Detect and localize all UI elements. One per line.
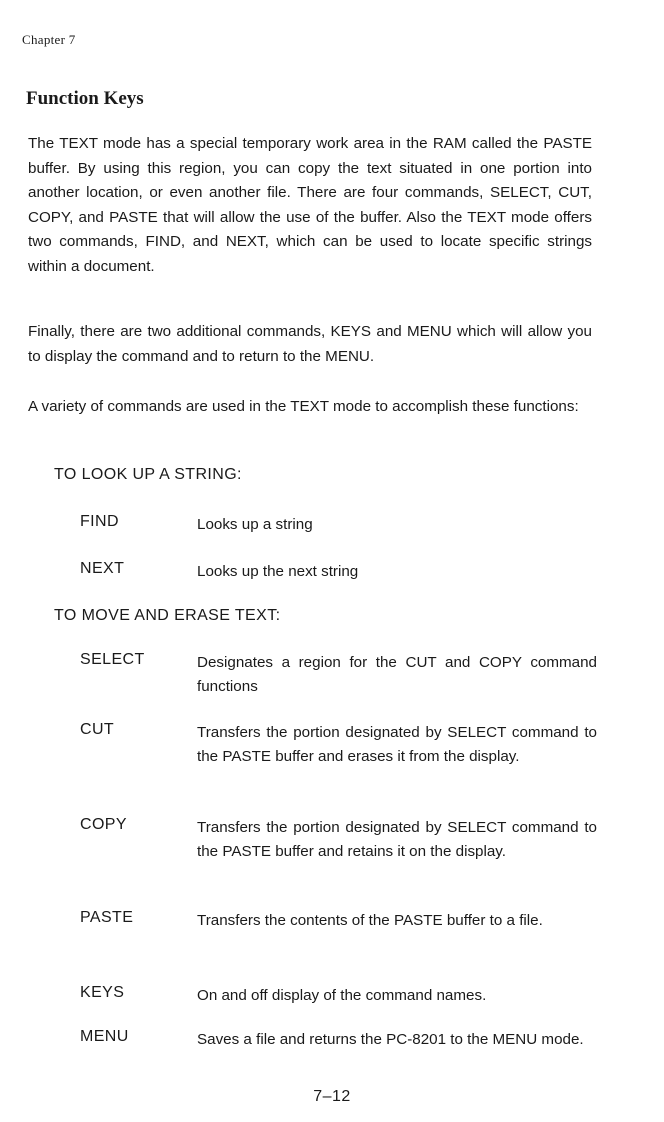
section-title: Function Keys xyxy=(26,88,144,109)
command-term: PASTE xyxy=(80,909,134,926)
command-description: Saves a file and returns the PC-8201 to the MENU mode. xyxy=(197,1031,584,1048)
chapter-header: Chapter 7 xyxy=(22,32,76,47)
command-description: Transfers the portion designated by SELECT command to the PASTE buffer and erases it from the display. xyxy=(197,724,597,765)
group-title-look-up: TO LOOK UP A STRING: xyxy=(54,466,242,483)
command-description: Looks up a string xyxy=(197,516,313,533)
command-term: NEXT xyxy=(80,560,125,577)
command-term: SELECT xyxy=(80,651,145,668)
command-description: Designates a region for the CUT and COPY command functions xyxy=(197,654,597,695)
command-description: Looks up the next string xyxy=(197,563,359,580)
command-term: CUT xyxy=(80,721,115,738)
command-term: FIND xyxy=(80,513,119,530)
command-term: KEYS xyxy=(80,984,125,1001)
group-title-move-erase: TO MOVE AND ERASE TEXT: xyxy=(54,607,281,624)
variety-paragraph: A variety of commands are used in the TEXT mode to accomplish these functions: xyxy=(28,398,579,415)
additional-commands-paragraph: Finally, there are two additional commands, KEYS and MENU which will allow you to display the command and to return to the MENU. xyxy=(28,323,592,365)
command-term: COPY xyxy=(80,816,127,833)
command-description: Transfers the contents of the PASTE buffer to a file. xyxy=(197,912,543,929)
page-number: 7–12 xyxy=(313,1088,351,1105)
command-description: Transfers the portion designated by SELECT command to the PASTE buffer and retains it on the display. xyxy=(197,819,597,860)
command-description: On and off display of the command names. xyxy=(197,987,487,1004)
intro-paragraph: The TEXT mode has a special temporary work area in the RAM called the PASTE buffer. By using this region, you can copy the text situated in one portion into another location, or even another file. There are four commands, SELECT, CUT, COPY, and PASTE that will allow the use of the buffer. Also the TEXT mode offers two commands, FIND, and NEXT, which can be used to locate specific strings within a document. xyxy=(28,135,592,275)
command-term: MENU xyxy=(80,1028,129,1045)
